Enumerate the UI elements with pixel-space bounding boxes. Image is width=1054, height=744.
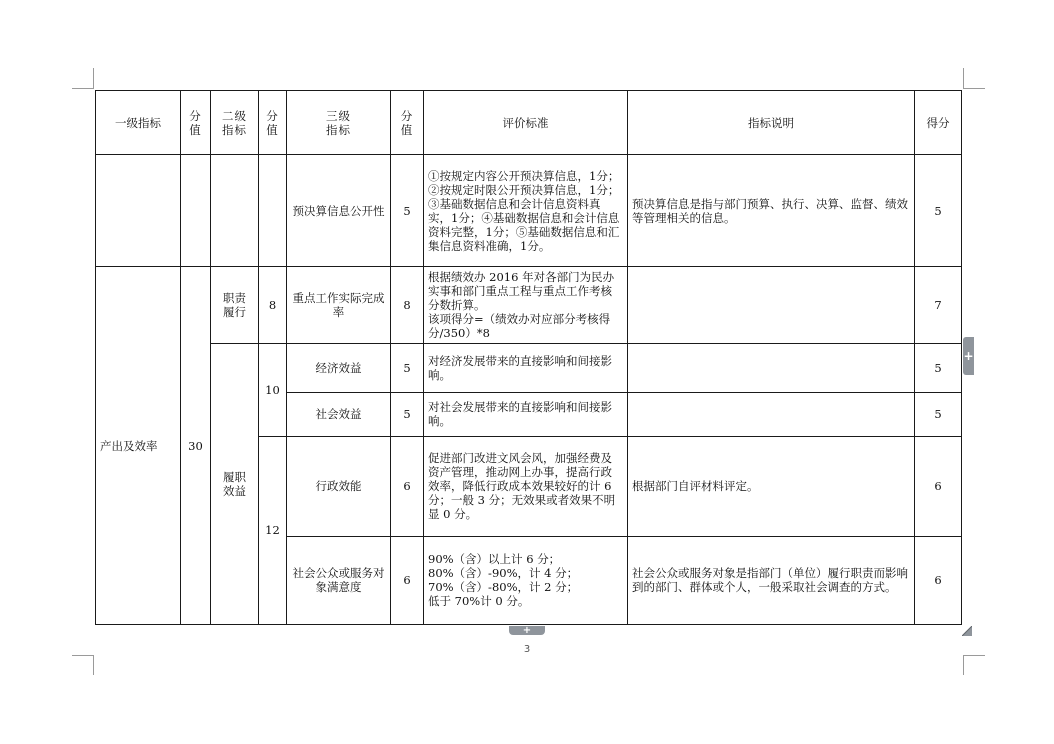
result-cell: 7 (915, 267, 962, 344)
criteria-cell: 根据绩效办 2016 年对各部门为民办实事和部门重点工程与重点工作考核分数折算。 该项得分=（绩效办对应部分考核得分/350）*8 (424, 267, 628, 344)
table-row (96, 344, 962, 392)
group-score: 12 (259, 436, 287, 624)
description-cell: 根据部门自评材料评定。 (628, 436, 915, 536)
resize-icon[interactable] (962, 626, 972, 636)
criteria-cell: 对社会发展带来的直接影响和间接影响。 (424, 392, 628, 436)
indicator-admin: 行政效能 (287, 436, 391, 536)
table-row (96, 267, 962, 344)
group-score: 10 (259, 344, 287, 436)
crop-mark (93, 68, 94, 88)
crop-mark (93, 655, 94, 675)
level2-effect: 履职效益 (211, 344, 259, 625)
indicator-score: 8 (391, 267, 424, 344)
description-cell (628, 344, 915, 392)
description-cell: 预决算信息是指与部门预算、执行、决算、监督、绩效等管理相关的信息。 (628, 155, 915, 267)
table-row (96, 155, 962, 267)
indicator-social: 社会效益 (287, 392, 391, 436)
evaluation-table (95, 90, 962, 625)
criteria-cell: 对经济发展带来的直接影响和间接影响。 (424, 344, 628, 392)
level1-label: 产出及效率 (96, 267, 181, 625)
level2-duty: 职责履行 (211, 267, 259, 344)
result-cell: 6 (915, 536, 962, 624)
header-result: 得分 (915, 91, 962, 155)
crop-mark (963, 88, 985, 89)
header-level3: 三级指标 (287, 91, 391, 155)
description-cell: 社会公众或服务对象是指部门（单位）履行职责而影响到的部门、群体或个人，一般采取社会调查的方式。 (628, 536, 915, 624)
indicator-score: 6 (391, 436, 424, 536)
header-row (96, 91, 962, 155)
description-cell (628, 392, 915, 436)
header-criteria: 评价标准 (424, 91, 628, 155)
header-level1: 一级指标 (96, 91, 181, 155)
criteria-cell: 促进部门改进文风会风，加强经费及资产管理，推动网上办事，提高行政效率，降低行政成本效果较好的计 6 分；一般 3 分；无效果或者效果不明显 0 分。 (424, 436, 628, 536)
header-description: 指标说明 (628, 91, 915, 155)
indicator-duty: 重点工作实际完成率 (287, 267, 391, 344)
crop-mark (963, 655, 985, 656)
level1-score: 30 (181, 267, 211, 625)
crop-mark (963, 655, 964, 675)
crop-mark (963, 68, 964, 88)
indicator-score: 5 (391, 392, 424, 436)
indicator-score: 5 (391, 344, 424, 392)
header-score3: 分值 (391, 91, 424, 155)
indicator-score: 6 (391, 536, 424, 624)
header-level2: 二级指标 (211, 91, 259, 155)
plus-icon: + (963, 349, 974, 363)
result-cell: 5 (915, 155, 962, 267)
indicator-score: 5 (391, 155, 424, 267)
result-cell: 6 (915, 436, 962, 536)
side-expand-tab[interactable] (963, 337, 974, 375)
description-cell (628, 267, 915, 344)
criteria-cell: ①按规定内容公开预决算信息，1分；②按规定时限公开预决算信息，1分；③基础数据信息和会计信息资料真实，1分；④基础数据信息和会计信息资料完整，1分；⑤基础数据信息和汇集信息资料准确，1分。 (424, 155, 628, 267)
crop-mark (72, 655, 94, 656)
plus-icon: + (522, 625, 532, 636)
header-score1: 分值 (181, 91, 211, 155)
indicator-budget: 预决算信息公开性 (287, 155, 391, 267)
bottom-expand-tab[interactable] (509, 626, 545, 635)
criteria-cell: 90%（含）以上计 6 分； 80%（含）-90%，计 4 分； 70%（含）-80%，计 2 分； 低于 70%计 0 分。 (424, 536, 628, 624)
header-score2: 分值 (259, 91, 287, 155)
page-number: 3 (523, 644, 531, 655)
indicator-satisfaction: 社会公众或服务对象满意度 (287, 536, 391, 624)
crop-mark (72, 88, 94, 89)
result-cell: 5 (915, 392, 962, 436)
level2-duty-score: 8 (259, 267, 287, 344)
indicator-economic: 经济效益 (287, 344, 391, 392)
result-cell: 5 (915, 344, 962, 392)
